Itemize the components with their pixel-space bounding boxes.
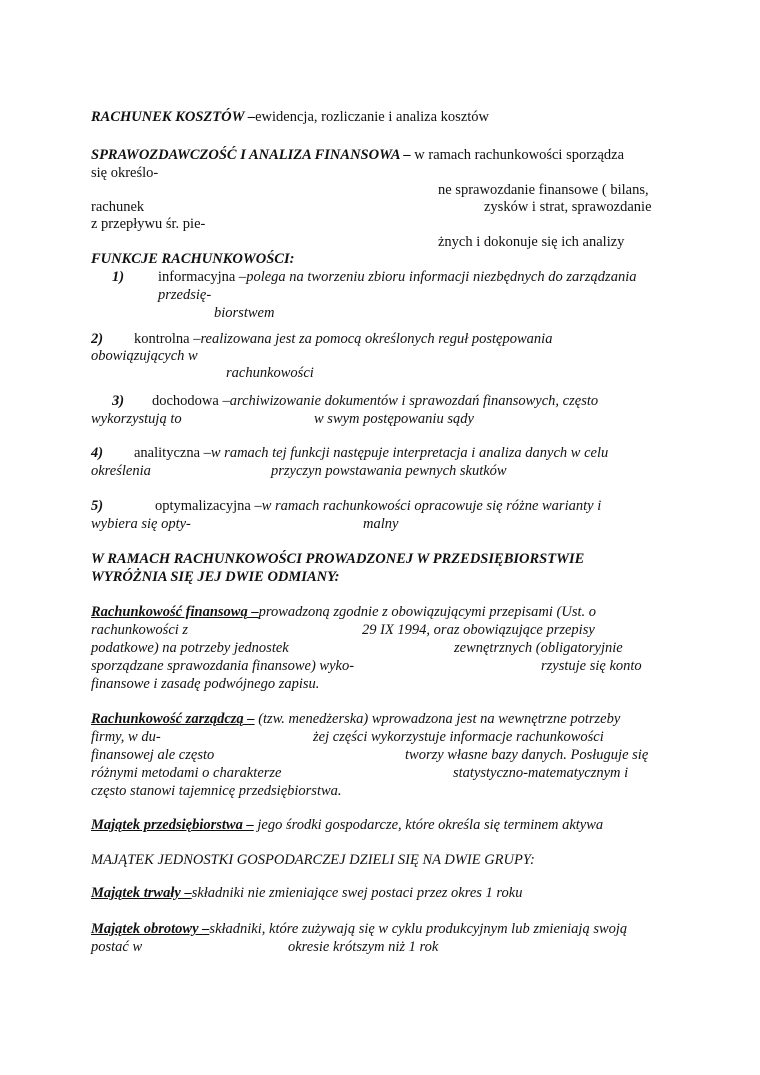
zarzadcza-line-5: często stanowi tajemnicę przedsiębiorstwa. [91,783,342,799]
sprawozdawczosc-line-4b: zysków i strat, sprawozdanie [484,199,652,215]
funkcje-heading: FUNKCJE RACHUNKOWOŚCI: [91,251,295,267]
obrotowy-line-2b: okresie krótszym niż 1 rok [288,939,439,955]
majatek-title: Majątek przedsiębiorstwa – [91,817,254,833]
sprawozdawczosc-line-5: z przepływu śr. pie- [91,216,206,232]
funkcja-4-line [91,444,103,462]
funkcja-3-number: 3) [112,393,125,409]
funkcja-4-line-2b: przyczyn powstawania pewnych skutków [271,463,507,479]
finansowa-line-5: finansowe i zasadę podwójnego zapisu. [91,676,320,692]
finansowa-line-3b: zewnętrznych (obligatoryjnie [454,640,623,656]
grupy-heading: MAJĄTEK JEDNOSTKI GOSPODARCZEJ DZIELI SIĘ NA DWIE GRUPY: [91,852,535,868]
odmiany-heading-line-2: WYRÓŻNIA SIĘ JEJ DWIE ODMIANY: [91,569,340,585]
funkcja-2-number: 2) [91,331,104,347]
funkcja-5-name: optymalizacyjna – [155,498,262,514]
obrotowy-line-2a: postać w [91,939,143,955]
funkcja-1-line [112,268,124,286]
funkcja-3-line-2a: wykorzystują to [91,411,182,427]
obrotowy-line-1: Majątek obrotowy –składniki, które zużywają się w cyklu produkcyjnym lub zmieniają swoją [91,921,628,937]
funkcja-3-line-2b: w swym postępowaniu sądy [314,411,474,427]
finansowa-line-2b: 29 IX 1994, oraz obowiązujące przepisy [362,622,595,638]
funkcja-5-line-2b: malny [363,516,399,532]
zarzadcza-line-3a: finansowej ale często [91,747,215,763]
funkcja-2-line-3: rachunkowości [226,365,314,381]
funkcja-2-name: kontrolna – [134,331,201,347]
majatek-line: Majątek przedsiębiorstwa – jego środki gospodarcze, które określa się terminem aktywa [91,817,604,833]
funkcja-1-desc-line: informacyjna –polega na tworzeniu zbioru informacji niezbędnych do zarządzania [158,269,637,285]
finansowa-title: Rachunkowość finansową – [91,604,259,620]
funkcja-4-number: 4) [91,445,104,461]
finansowa-line-4a: sporządzane sprawozdania finansowe) wyko- [91,658,355,674]
funkcja-4-name: analityczna – [134,445,211,461]
funkcja-3-line [112,392,124,410]
sprawozdawczosc-title: SPRAWOZDAWCZOŚĆ I ANALIZA FINANSOWA – [91,147,411,163]
rachunek-kosztow-title: RACHUNEK KOSZTÓW – [91,109,256,125]
sprawozdawczosc-line-2: się określo- [91,165,159,181]
funkcja-2-desc-line: kontrolna –realizowana jest za pomocą określonych reguł postępowania [134,331,553,347]
sprawozdawczosc-line-3: ne sprawozdanie finansowe ( bilans, [438,182,649,198]
rachunek-kosztow-text: ewidencja, rozliczanie i analiza kosztów [255,109,490,125]
zarzadcza-line-3b: tworzy własne bazy danych. Posługuje się [405,747,649,763]
sprawozdawczosc-line-6: żnych i dokonuje się ich analizy [438,234,625,250]
funkcja-1-line-2: przedsię- [158,287,212,303]
finansowa-line-1: Rachunkowość finansową –prowadzoną zgodnie z obowiązującymi przepisami (Ust. o [91,604,597,620]
funkcja-5-number: 5) [91,498,104,514]
zarzadcza-line-1: Rachunkowość zarządczą – (tzw. menedżerska) wprowadzona jest na wewnętrzne potrzeby [91,711,621,727]
odmiany-heading-line-1: W RAMACH RACHUNKOWOŚCI PROWADZONEJ W PRZEDSIĘBIORSTWIE [91,551,585,567]
funkcja-4-line-2a: określenia [91,463,151,479]
funkcja-2-line-2: obowiązujących w [91,348,198,364]
finansowa-line-2a: rachunkowości z [91,622,189,638]
finansowa-line-3a: podatkowe) na potrzeby jednostek [91,640,289,656]
obrotowy-title: Majątek obrotowy – [91,921,210,937]
zarzadcza-title: Rachunkowość zarządczą – [91,711,255,727]
funkcja-3-name: dochodowa – [152,393,230,409]
zarzadcza-line-2a: firmy, w du- [91,729,161,745]
rachunek-kosztow-line [91,108,489,126]
zarzadcza-line-2b: żej części wykorzystuje informacje rachunkowości [313,729,604,745]
funkcja-5-line [91,497,103,515]
funkcja-1-name: informacyjna – [158,269,247,285]
sprawozdawczosc-line-1: SPRAWOZDAWCZOŚĆ I ANALIZA FINANSOWA – w ramach rachunkowości sporządza [91,147,625,163]
finansowa-line-4b: rzystuje się konto [541,658,642,674]
funkcja-1-line-3: biorstwem [214,305,275,321]
sprawozdawczosc-line-4a: rachunek [91,199,145,215]
funkcja-4-desc-line: analityczna –w ramach tej funkcji następuje interpretacja i analiza danych w celu [134,445,609,461]
zarzadcza-line-4a: różnymi metodami o charakterze [91,765,282,781]
zarzadcza-line-4b: statystyczno-matematycznym i [453,765,629,781]
funkcja-3-desc-line: dochodowa –archiwizowanie dokumentów i sprawozdań finansowych, często [152,393,599,409]
trwaly-title: Majątek trwały – [91,885,192,901]
funkcja-1-number: 1) [112,269,125,285]
trwaly-line: Majątek trwały –składniki nie zmieniające swej postaci przez okres 1 roku [91,885,523,901]
funkcja-5-desc-line: optymalizacyjna –w ramach rachunkowości opracowuje się różne warianty i [155,498,602,514]
funkcja-2-line [91,330,103,348]
funkcja-5-line-2a: wybiera się opty- [91,516,191,532]
